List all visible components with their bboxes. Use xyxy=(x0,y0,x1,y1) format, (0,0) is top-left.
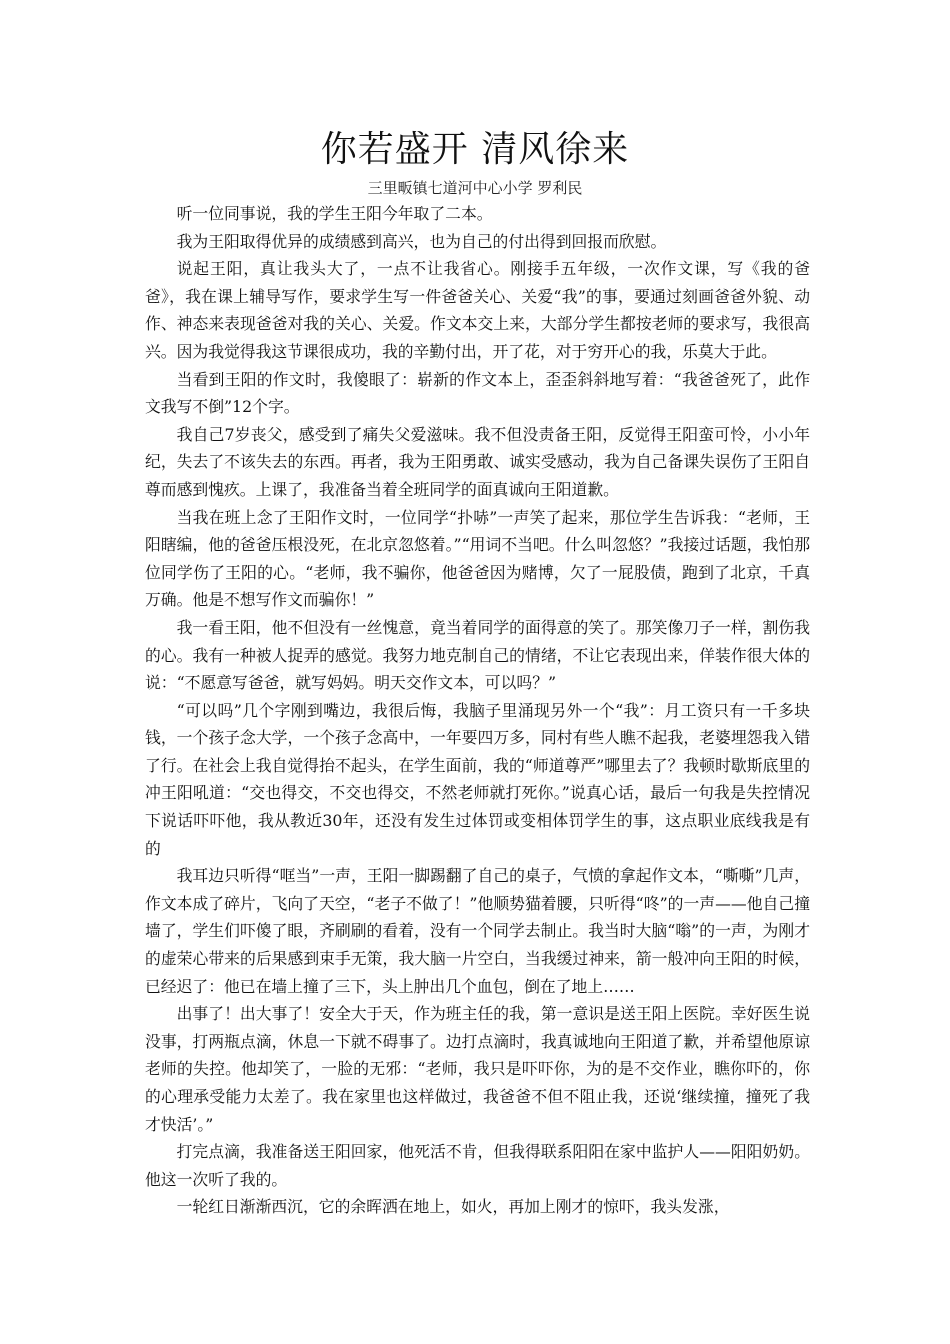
author-byline: 三里畈镇七道河中心小学 罗利民 xyxy=(367,179,583,197)
paragraph: 我一看王阳，他不但没有一丝愧意，竟当着同学的面得意的笑了。那笑像刀子一样，割伤我的心。我有一种被人捉弄的感觉。我努力地克制自己的情绪，不让它表现出来，佯装作很大体的说：“不愿意写爸爸，就写妈妈。明天交作文本，可以吗？” xyxy=(145,617,810,693)
paragraph: 听一位同事说，我的学生王阳今年取了二本。 xyxy=(176,204,493,223)
paragraph: 当我在班上念了王阳作文时，一位同学“扑哧”一声笑了起来，那位学生告诉我：“老师，王阳瞎编，他的爸爸压根没死，在北京忽悠着。”“用词不当吧。什么叫忽悠？”我接过话题，我怕那位同学伤了王阳的心。“老师，我不骗你，他爸爸因为赌博，欠了一屁股债，跑到了北京，千真万确。他是不想写作文而骗你！” xyxy=(145,507,810,610)
paragraph: 我为王阳取得优异的成绩感到高兴，也为自己的付出得到回报而欣慰。 xyxy=(176,231,667,251)
article-body xyxy=(145,200,810,1221)
paragraph: 我自己7岁丧父，感受到了痛失父爱滋味。我不但没责备王阳，反觉得王阳蛮可怜，小小年纪，失去了不该失去的东西。再者，我为王阳勇敢、诚实受感动，我为自己备课失误伤了王阳自尊而感到愧疚。上课了，我准备当着全班同学的面真诚向王阳道歉。 xyxy=(145,424,810,499)
article-title: 你若盛开 清风徐来 xyxy=(320,129,630,170)
paragraph: “可以吗”几个字刚到嘴边，我很后悔，我脑子里涌现另外一个“我”：月工资只有一千多块钱，一个孩子念大学，一个孩子念高中，一年要四万多，同村有些人瞧不起我，老婆埋怨我入错了行。在社会上我自觉得抬不起头，在学生面前，我的“师道尊严”哪里去了？我顿时歇斯底里的冲王阳吼道：“交也得交，不交也得交，不然老师就打死你。”说真心话，最后一句我是失控情况下说话吓吓他，我从教近30年，还没有发生过体罚或变相体罚学生的事，这点职业底线我是有的 xyxy=(145,700,810,858)
paragraph: 打完点滴，我准备送王阳回家，他死活不肯，但我得联系阳阳在家中监护人——阳阳奶奶。他这一次听了我的。 xyxy=(145,1142,810,1189)
paragraph: 我耳边只听得“哐当”一声，王阳一脚踢翻了自己的桌子，气愤的拿起作文本，“嘶嘶”几声，作文本成了碎片，飞向了天空，“老子不做了！”他顺势猫着腰，只听得“咚”的一声——他自己撞墙了，学生们吓傻了眼，齐刷刷的看着，没有一个同学去制止。我当时大脑“嗡”的一声，为刚才的虚荣心带来的后果感到束手无策，我大脑一片空白，当我缓过神来，箭一般冲向王阳的时候，已经迟了：他已在墙上撞了三下，头上肿出几个血包，倒在了地上…… xyxy=(145,866,810,996)
paragraph: 当看到王阳的作文时，我傻眼了：崭新的作文本上，歪歪斜斜地写着：“我爸爸死了，此作文我写不倒”12个字。 xyxy=(145,369,810,417)
paragraph: 说起王阳，真让我头大了，一点不让我省心。刚接手五年级，一次作文课，写《我的爸爸》，我在课上辅导写作，要求学生写一件爸爸关心、关爱“我”的事，要通过刻画爸爸外貌、动作、神态来表现爸爸对我的关心、关爱。作文本交上来，大部分学生都按老师的要求写，我很高兴。因为我觉得我这节课很成功，我的辛勤付出，开了花，对于穷开心的我，乐莫大于此。 xyxy=(145,259,810,361)
paragraph: 出事了！出大事了！安全大于天，作为班主任的我，第一意识是送王阳上医院。幸好医生说没事，打两瓶点滴，休息一下就不碍事了。边打点滴时，我真诚地向王阳道了歉，并希望他原谅老师的失控。他却笑了，一脸的无邪：“老师，我只是吓吓你，为的是不交作业，瞧你吓的，你的心理承受能力太差了。我在家里也这样做过，我爸爸不但不阻止我，还说‘继续撞，撞死了我才快活’。” xyxy=(145,1004,810,1134)
paragraph: 一轮红日渐渐西沉，它的余晖洒在地上，如火，再加上刚才的惊吓，我头发涨， xyxy=(176,1197,730,1217)
